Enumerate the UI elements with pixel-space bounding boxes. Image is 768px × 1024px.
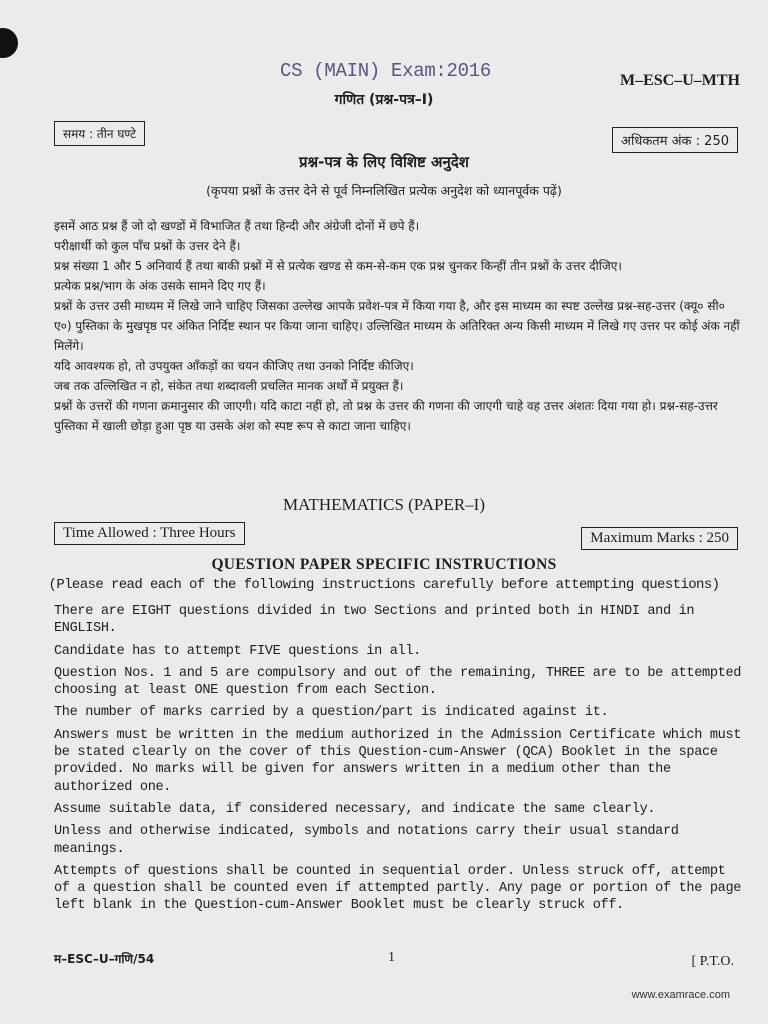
subject-english: MATHEMATICS (PAPER–I)	[283, 495, 485, 514]
english-instruction: Question Nos. 1 and 5 are compulsory and out of the remaining, THREE are to be attempted choosing at least ONE question from each Section.	[54, 665, 742, 699]
hindi-instruction: प्रश्नों के उत्तरों की गणना क्रमानुसार की जाएगी। यदि काटा नहीं हो, तो प्रश्न के उत्तर की गणना की जाएगी चाहे वह उत्तर अंशतः दिया गया हो। प्रश्न-सह-उत्तर पुस्तिका में खाली छोड़ा हुआ पृष्ठ या उसके अंश को स्पष्ट रूप से काटा जाना चाहिए।	[54, 399, 718, 433]
exam-stamp: CS (MAIN) Exam:2016	[280, 60, 491, 82]
pto-label: [ P.T.O.	[691, 954, 734, 969]
time-box-hindi: समय : तीन घण्टे	[54, 121, 145, 146]
marks-box-english: Maximum Marks : 250	[581, 527, 738, 550]
hindi-instruction: यदि आवश्यक हो, तो उपयुक्त आँकड़ों का चयन कीजिए तथा उनको निर्दिष्ट कीजिए।	[54, 359, 414, 373]
instructions-list-english	[54, 603, 748, 920]
instructions-subheading-english: (Please read each of the following instructions carefully before attempting questions)	[48, 577, 720, 593]
english-instruction: Assume suitable data, if considered necessary, and indicate the same clearly.	[54, 801, 656, 817]
instructions-heading-hindi: प्रश्न-पत्र के लिए विशिष्ट अनुदेश	[299, 153, 469, 171]
english-instruction: Attempts of questions shall be counted in sequential order. Unless struck off, attempt of a question shall be counted even if attempted partly. Any page or portion of the page left blank in the Question-cum-Answer Booklet must be clearly struck off.	[54, 863, 742, 914]
english-instruction: Candidate has to attempt FIVE questions in all.	[54, 643, 421, 659]
instructions-heading-english: QUESTION PAPER SPECIFIC INSTRUCTIONS	[211, 556, 557, 573]
hindi-instruction: इसमें आठ प्रश्न हैं जो दो खण्डों में विभाजित हैं तथा हिन्दी और अंग्रेजी दोनों में छपे हैं।	[54, 219, 420, 233]
punch-hole	[0, 28, 18, 58]
english-instruction: Answers must be written in the medium authorized in the Admission Certificate which must be stated clearly on the cover of this Question-cum-Answer (QCA) Booklet in the space provided. No marks will be given for answers written in a medium other than the authorized one.	[54, 727, 742, 795]
instructions-list-hindi	[54, 216, 744, 436]
source-url: www.examrace.com	[631, 989, 730, 1001]
english-instruction: There are EIGHT questions divided in two Sections and printed both in HINDI and in ENGLISH.	[54, 604, 695, 637]
time-box-english: Time Allowed : Three Hours	[54, 522, 245, 545]
hindi-instruction: परीक्षार्थी को कुल पाँच प्रश्नों के उत्तर देने हैं।	[54, 239, 241, 253]
hindi-instruction: प्रत्येक प्रश्न/भाग के अंक उसके सामने दिए गए हैं।	[54, 279, 266, 293]
paper-code: M–ESC–U–MTH	[620, 72, 740, 89]
footer-code: म–ESC–U–गणि/54	[54, 952, 155, 966]
subject-hindi: गणित (प्रश्न-पत्र–I)	[334, 92, 434, 108]
marks-box-hindi: अधिकतम अंक : 250	[612, 127, 738, 153]
page-number: 1	[388, 950, 395, 965]
hindi-instruction: प्रश्न संख्या 1 और 5 अनिवार्य हैं तथा बाकी प्रश्नों में से प्रत्येक खण्ड से कम-से-कम एक प्रश्न चुनकर किन्हीं तीन प्रश्नों के उत्तर दीजिए।	[54, 259, 622, 273]
hindi-instruction: प्रश्नों के उत्तर उसी माध्यम में लिखे जाने चाहिए जिसका उल्लेख आपके प्रवेश-पत्र में किया गया है, और इस माध्यम का स्पष्ट उल्लेख प्रश्न-सह-उत्तर (क्यू० सी० ए०) पुस्तिका के मुखपृष्ठ पर अंकित निर्दिष्ट स्थान पर किया जाना चाहिए। उल्लिखित माध्यम के अतिरिक्त अन्य किसी माध्यम में लिखे गए उत्तर पर कोई अंक नहीं मिलेंगे।	[54, 299, 740, 353]
instructions-subheading-hindi: (कृपया प्रश्नों के उत्तर देने से पूर्व निम्नलिखित प्रत्येक अनुदेश को ध्यानपूर्वक पढ़ें)	[206, 183, 562, 198]
english-instruction: The number of marks carried by a question/part is indicated against it.	[54, 705, 609, 721]
english-instruction: Unless and otherwise indicated, symbols and notations carry their usual standard meanings.	[54, 824, 679, 857]
hindi-instruction: जब तक उल्लिखित न हो, संकेत तथा शब्दावली प्रचलित मानक अर्थों में प्रयुक्त हैं।	[54, 379, 404, 393]
